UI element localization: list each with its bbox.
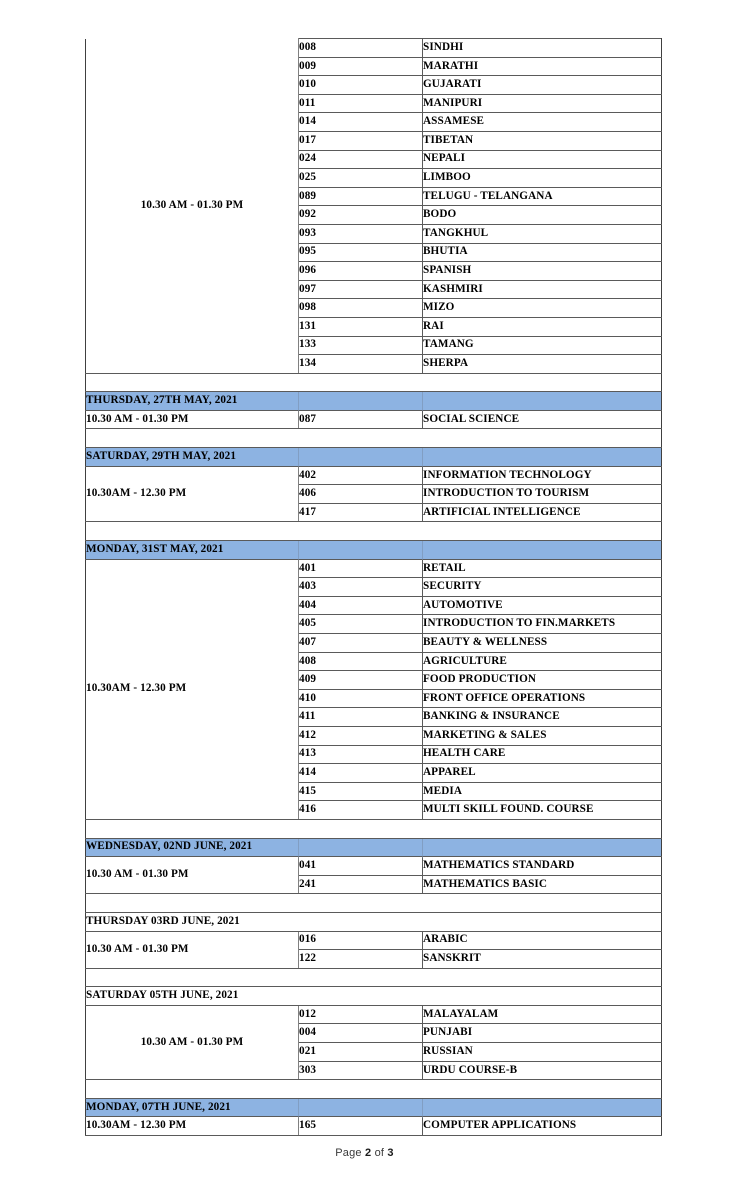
subject-name-cell: SOCIAL SCIENCE bbox=[423, 410, 662, 429]
spacer-row bbox=[86, 894, 662, 913]
subject-code-cell: 087 bbox=[299, 410, 423, 429]
subject-name-cell: MATHEMATICS STANDARD bbox=[423, 857, 662, 876]
subject-name-cell: INTRODUCTION TO FIN.MARKETS bbox=[423, 615, 662, 634]
subject-name-cell: MEDIA bbox=[423, 782, 662, 801]
page-footer bbox=[0, 1147, 729, 1159]
subject-name-cell: ARTIFICIAL INTELLIGENCE bbox=[423, 503, 662, 522]
exam-time-cell: 10.30AM - 12.30 PM bbox=[86, 466, 299, 522]
subject-code-cell: 404 bbox=[299, 596, 423, 615]
table-row bbox=[86, 410, 662, 429]
subject-name-cell: RUSSIAN bbox=[423, 1043, 662, 1062]
subject-code-cell: 410 bbox=[299, 689, 423, 708]
date-header-row bbox=[86, 912, 662, 931]
subject-code-cell: 097 bbox=[299, 280, 423, 299]
subject-name-cell: GUJARATI bbox=[423, 76, 662, 95]
exam-time-cell: 10.30AM - 12.30 PM bbox=[86, 559, 299, 819]
subject-code-cell: 133 bbox=[299, 336, 423, 355]
subject-code-cell: 089 bbox=[299, 187, 423, 206]
subject-name-cell: BHUTIA bbox=[423, 243, 662, 262]
spacer-row bbox=[86, 429, 662, 448]
subject-code-cell: 041 bbox=[299, 857, 423, 876]
subject-name-cell: MANIPURI bbox=[423, 94, 662, 113]
subject-code-cell: 024 bbox=[299, 150, 423, 169]
subject-name-cell: RETAIL bbox=[423, 559, 662, 578]
subject-code-cell: 011 bbox=[299, 94, 423, 113]
spacer-cell bbox=[86, 968, 662, 987]
subject-name-cell: BODO bbox=[423, 206, 662, 225]
exam-time-cell: 10.30 AM - 01.30 PM bbox=[86, 410, 299, 429]
exam-time-cell: 10.30 AM - 01.30 PM bbox=[86, 857, 299, 894]
subject-code-cell: 414 bbox=[299, 764, 423, 783]
subject-name-cell: ASSAMESE bbox=[423, 113, 662, 132]
exam-time-cell: 10.30 AM - 01.30 PM bbox=[86, 931, 299, 968]
subject-code-cell: 402 bbox=[299, 466, 423, 485]
subject-name-cell: URDU COURSE-B bbox=[423, 1061, 662, 1080]
date-header-row bbox=[86, 838, 662, 857]
table-row bbox=[86, 466, 662, 485]
subject-code-cell: 098 bbox=[299, 299, 423, 318]
date-header-label: SATURDAY 05TH JUNE, 2021 bbox=[86, 987, 662, 1006]
subject-code-cell: 131 bbox=[299, 317, 423, 336]
date-header-label: THURSDAY 03RD JUNE, 2021 bbox=[86, 912, 662, 931]
subject-code-cell: 014 bbox=[299, 113, 423, 132]
subject-name-cell: SANSKRIT bbox=[423, 950, 662, 969]
subject-code-cell: 405 bbox=[299, 615, 423, 634]
date-header-label: MONDAY, 07TH JUNE, 2021 bbox=[86, 1098, 662, 1117]
date-header-label: WEDNESDAY, 02ND JUNE, 2021 bbox=[86, 838, 662, 857]
subject-code-cell: 004 bbox=[299, 1024, 423, 1043]
subject-name-cell: MARKETING & SALES bbox=[423, 726, 662, 745]
date-header-label: SATURDAY, 29TH MAY, 2021 bbox=[86, 448, 662, 467]
spacer-cell bbox=[86, 1080, 662, 1099]
spacer-row bbox=[86, 373, 662, 392]
subject-name-cell: COMPUTER APPLICATIONS bbox=[423, 1117, 662, 1136]
subject-code-cell: 134 bbox=[299, 355, 423, 374]
subject-code-cell: 165 bbox=[299, 1117, 423, 1136]
subject-code-cell: 096 bbox=[299, 262, 423, 281]
subject-code-cell: 017 bbox=[299, 131, 423, 150]
subject-code-cell: 008 bbox=[299, 39, 423, 58]
subject-code-cell: 403 bbox=[299, 578, 423, 597]
subject-name-cell: BEAUTY & WELLNESS bbox=[423, 634, 662, 653]
subject-code-cell: 010 bbox=[299, 76, 423, 95]
subject-code-cell: 021 bbox=[299, 1043, 423, 1062]
date-header-label: MONDAY, 31ST MAY, 2021 bbox=[86, 541, 662, 560]
subject-name-cell: MALAYALAM bbox=[423, 1005, 662, 1024]
exam-time-cell: 10.30 AM - 01.30 PM bbox=[86, 39, 299, 374]
subject-name-cell: INTRODUCTION TO TOURISM bbox=[423, 485, 662, 504]
table-row bbox=[86, 931, 662, 950]
spacer-row bbox=[86, 968, 662, 987]
subject-name-cell: INFORMATION TECHNOLOGY bbox=[423, 466, 662, 485]
subject-name-cell: FOOD PRODUCTION bbox=[423, 671, 662, 690]
subject-name-cell: SHERPA bbox=[423, 355, 662, 374]
subject-code-cell: 411 bbox=[299, 708, 423, 727]
spacer-cell bbox=[86, 522, 662, 541]
subject-name-cell: MARATHI bbox=[423, 57, 662, 76]
spacer-cell bbox=[86, 894, 662, 913]
subject-code-cell: 409 bbox=[299, 671, 423, 690]
table-row bbox=[86, 1117, 662, 1136]
subject-code-cell: 303 bbox=[299, 1061, 423, 1080]
subject-name-cell: NEPALI bbox=[423, 150, 662, 169]
subject-name-cell: TIBETAN bbox=[423, 131, 662, 150]
subject-code-cell: 416 bbox=[299, 801, 423, 820]
subject-name-cell: APPAREL bbox=[423, 764, 662, 783]
spacer-cell bbox=[86, 819, 662, 838]
spacer-row bbox=[86, 1080, 662, 1099]
footer-middle: of bbox=[371, 1147, 388, 1159]
subject-name-cell: FRONT OFFICE OPERATIONS bbox=[423, 689, 662, 708]
subject-name-cell: KASHMIRI bbox=[423, 280, 662, 299]
table-row bbox=[86, 857, 662, 876]
subject-name-cell: AGRICULTURE bbox=[423, 652, 662, 671]
subject-code-cell: 122 bbox=[299, 950, 423, 969]
footer-current-page: 2 bbox=[365, 1147, 372, 1159]
subject-code-cell: 095 bbox=[299, 243, 423, 262]
subject-code-cell: 093 bbox=[299, 224, 423, 243]
subject-code-cell: 401 bbox=[299, 559, 423, 578]
date-header-row bbox=[86, 448, 662, 467]
date-header-label: THURSDAY, 27TH MAY, 2021 bbox=[86, 392, 662, 411]
subject-code-cell: 025 bbox=[299, 169, 423, 188]
table-row bbox=[86, 39, 662, 58]
date-header-row bbox=[86, 541, 662, 560]
date-header-row bbox=[86, 987, 662, 1006]
subject-name-cell: SINDHI bbox=[423, 39, 662, 58]
subject-name-cell: BANKING & INSURANCE bbox=[423, 708, 662, 727]
date-sheet-body bbox=[86, 39, 662, 1136]
spacer-row bbox=[86, 819, 662, 838]
subject-name-cell: SECURITY bbox=[423, 578, 662, 597]
subject-name-cell: TAMANG bbox=[423, 336, 662, 355]
subject-name-cell: RAI bbox=[423, 317, 662, 336]
subject-name-cell: SPANISH bbox=[423, 262, 662, 281]
subject-code-cell: 408 bbox=[299, 652, 423, 671]
subject-name-cell: LIMBOO bbox=[423, 169, 662, 188]
spacer-cell bbox=[86, 373, 662, 392]
subject-code-cell: 406 bbox=[299, 485, 423, 504]
subject-name-cell: AUTOMOTIVE bbox=[423, 596, 662, 615]
subject-name-cell: TANGKHUL bbox=[423, 224, 662, 243]
subject-code-cell: 009 bbox=[299, 57, 423, 76]
exam-time-cell: 10.30AM - 12.30 PM bbox=[86, 1117, 299, 1136]
footer-prefix: Page bbox=[335, 1147, 365, 1159]
subject-name-cell: MIZO bbox=[423, 299, 662, 318]
table-row bbox=[86, 559, 662, 578]
subject-code-cell: 417 bbox=[299, 503, 423, 522]
subject-code-cell: 016 bbox=[299, 931, 423, 950]
spacer-row bbox=[86, 522, 662, 541]
subject-code-cell: 092 bbox=[299, 206, 423, 225]
date-header-row bbox=[86, 392, 662, 411]
date-header-row bbox=[86, 1098, 662, 1117]
subject-name-cell: MULTI SKILL FOUND. COURSE bbox=[423, 801, 662, 820]
exam-time-cell: 10.30 AM - 01.30 PM bbox=[86, 1005, 299, 1079]
subject-code-cell: 407 bbox=[299, 634, 423, 653]
subject-name-cell: ARABIC bbox=[423, 931, 662, 950]
subject-code-cell: 412 bbox=[299, 726, 423, 745]
spacer-cell bbox=[86, 429, 662, 448]
subject-name-cell: PUNJABI bbox=[423, 1024, 662, 1043]
subject-code-cell: 415 bbox=[299, 782, 423, 801]
subject-code-cell: 413 bbox=[299, 745, 423, 764]
subject-name-cell: HEALTH CARE bbox=[423, 745, 662, 764]
subject-code-cell: 241 bbox=[299, 875, 423, 894]
exam-date-sheet-table bbox=[85, 38, 662, 1136]
footer-total-pages: 3 bbox=[387, 1147, 394, 1159]
subject-code-cell: 012 bbox=[299, 1005, 423, 1024]
subject-name-cell: MATHEMATICS BASIC bbox=[423, 875, 662, 894]
table-row bbox=[86, 1005, 662, 1024]
subject-name-cell: TELUGU - TELANGANA bbox=[423, 187, 662, 206]
